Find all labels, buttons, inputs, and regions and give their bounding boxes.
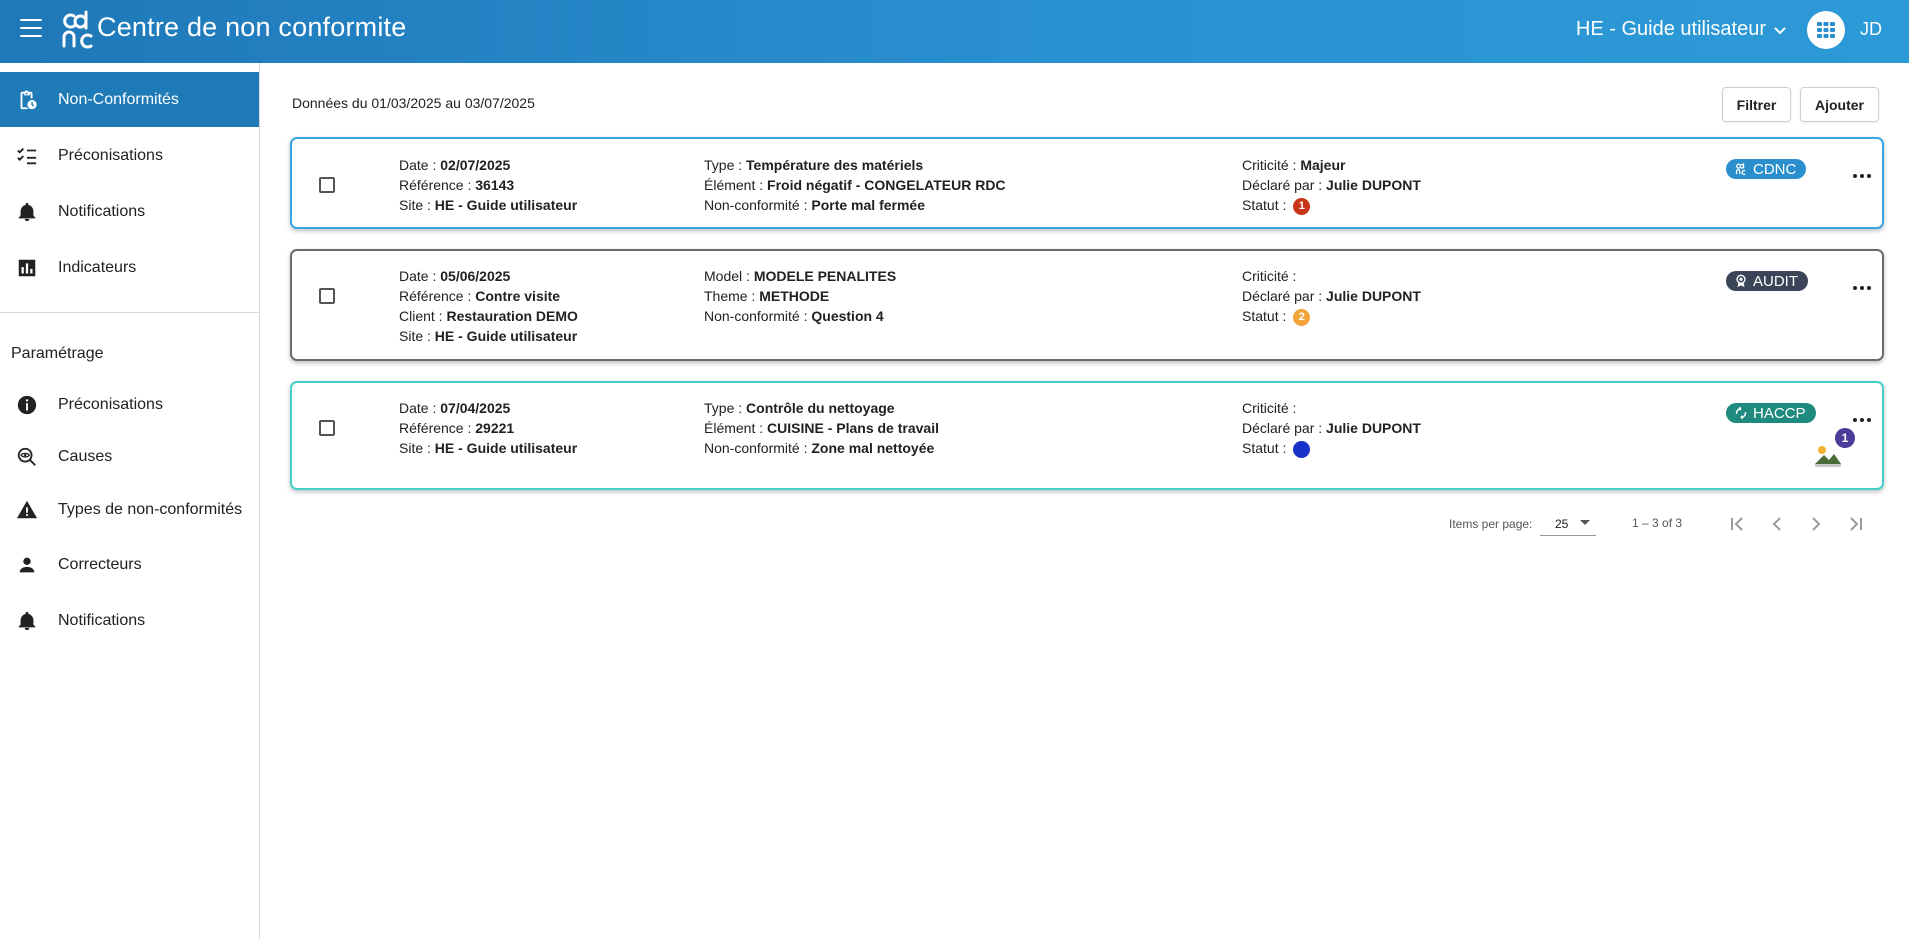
sidebar-divider: [0, 312, 259, 313]
sidebar-item-label: Préconisations: [58, 146, 163, 164]
row-checkbox[interactable]: [319, 288, 335, 304]
sidebar-item-types-non-conformites[interactable]: [0, 482, 259, 537]
paginator: [261, 510, 1909, 540]
sidebar-item-label: Notifications: [58, 611, 146, 629]
main-content: [261, 63, 1909, 939]
card-col-details: Type : Contrôle du nettoyage Élément : CUISINE - Plans de travail Non-conformité : Zone mal nettoyée: [704, 400, 939, 456]
items-per-page-label: Items per page:: [1449, 517, 1533, 531]
chevron-down-icon: [1772, 22, 1788, 38]
recycle-icon: [1734, 406, 1748, 420]
person-icon: [16, 554, 38, 576]
sidebar-item-label: Non-Conformités: [58, 90, 179, 108]
sidebar-section-label: Paramétrage: [11, 345, 104, 362]
card-col-status: Criticité : Déclaré par : Julie DUPONT Statut : 2: [1242, 268, 1421, 324]
last-page-icon[interactable]: [1845, 513, 1867, 535]
nc-card[interactable]: [290, 137, 1884, 229]
status-indicator: [1293, 441, 1310, 458]
bell-icon: [16, 610, 38, 632]
warning-icon: [16, 499, 38, 521]
card-col-status: Criticité : Majeur Déclaré par : Julie DUPONT Statut : 1: [1242, 157, 1421, 213]
search-eye-icon: [16, 446, 38, 468]
sidebar: [0, 63, 260, 939]
card-col-general: Date : 05/06/2025 Référence : Contre visite Client : Restauration DEMO Site : HE - Guide utilisateur: [399, 268, 578, 344]
nc-card[interactable]: [290, 381, 1884, 490]
card-col-details: Type : Température des matériels Élément : Froid négatif - CONGELATEUR RDC Non-conformité : Porte mal fermée: [704, 157, 1006, 213]
user-avatar[interactable]: JD: [1860, 19, 1882, 39]
sidebar-item-label: Indicateurs: [58, 258, 137, 276]
sidebar-item-settings-preconisations[interactable]: [0, 377, 259, 432]
dropdown-arrow-icon: [1580, 520, 1590, 525]
photo-count-badge: 1: [1835, 428, 1855, 448]
checklist-icon: [16, 145, 38, 167]
sidebar-item-non-conformites[interactable]: [0, 72, 259, 127]
cdnc-logo-icon: [60, 8, 96, 52]
nc-card[interactable]: [290, 249, 1884, 361]
site-selector-label: HE - Guide utilisateur: [1575, 18, 1766, 40]
sidebar-item-label: Notifications: [58, 202, 146, 220]
clipboard-clock-icon: [16, 89, 38, 111]
source-badge: HACCP: [1726, 403, 1816, 423]
add-button[interactable]: Ajouter: [1800, 87, 1879, 122]
card-col-general: Date : 07/04/2025 Référence : 29221 Site : HE - Guide utilisateur: [399, 400, 578, 456]
sidebar-item-label: Correcteurs: [58, 555, 142, 573]
card-col-status: Criticité : Déclaré par : Julie DUPONT Statut :: [1242, 400, 1421, 456]
bell-icon: [16, 201, 38, 223]
more-options-icon[interactable]: [1851, 409, 1873, 431]
row-checkbox[interactable]: [319, 420, 335, 436]
apps-grid-icon: [1815, 19, 1837, 41]
first-page-icon[interactable]: [1726, 513, 1748, 535]
sidebar-item-label: Causes: [58, 447, 113, 465]
previous-page-icon[interactable]: [1766, 513, 1788, 535]
info-icon: [16, 394, 38, 416]
sidebar-item-correcteurs[interactable]: [0, 537, 259, 592]
source-badge: AUDIT: [1726, 271, 1808, 291]
apps-grid-button[interactable]: [1807, 11, 1845, 49]
menu-icon[interactable]: [20, 19, 42, 37]
more-options-icon[interactable]: [1851, 277, 1873, 299]
sidebar-item-indicateurs[interactable]: [0, 240, 259, 295]
date-range-label: Données du 01/03/2025 au 03/07/2025: [292, 95, 535, 111]
cdnc-logo-icon: [1734, 162, 1748, 176]
sidebar-item-preconisations[interactable]: [0, 128, 259, 183]
source-badge: CDNC: [1726, 159, 1806, 179]
row-checkbox[interactable]: [319, 177, 335, 193]
status-indicator: 2: [1293, 309, 1310, 326]
bar-chart-icon: [16, 257, 38, 279]
top-app-bar: [0, 0, 1909, 63]
site-selector[interactable]: [1576, 18, 1788, 41]
photo-icon[interactable]: [1814, 442, 1842, 468]
card-col-general: Date : 02/07/2025 Référence : 36143 Site : HE - Guide utilisateur: [399, 157, 578, 213]
page-range-label: 1 – 3 of 3: [1632, 516, 1683, 530]
page-size-value: 25: [1555, 517, 1569, 531]
app-title: Centre de non conformite: [97, 12, 407, 42]
sidebar-item-label: Préconisations: [58, 395, 163, 413]
filter-button[interactable]: Filtrer: [1722, 87, 1791, 122]
status-indicator: 1: [1293, 198, 1310, 215]
next-page-icon[interactable]: [1805, 513, 1827, 535]
sidebar-item-notifications[interactable]: [0, 184, 259, 239]
card-col-details: Model : MODELE PENALITES Theme : METHODE Non-conformité : Question 4: [704, 268, 897, 324]
sidebar-item-label: Types de non-conformités: [58, 500, 243, 518]
sidebar-item-causes[interactable]: [0, 429, 259, 484]
more-options-icon[interactable]: [1851, 165, 1873, 187]
sidebar-item-settings-notifications[interactable]: [0, 593, 259, 648]
award-icon: [1734, 274, 1748, 288]
page-size-select[interactable]: [1540, 510, 1596, 536]
